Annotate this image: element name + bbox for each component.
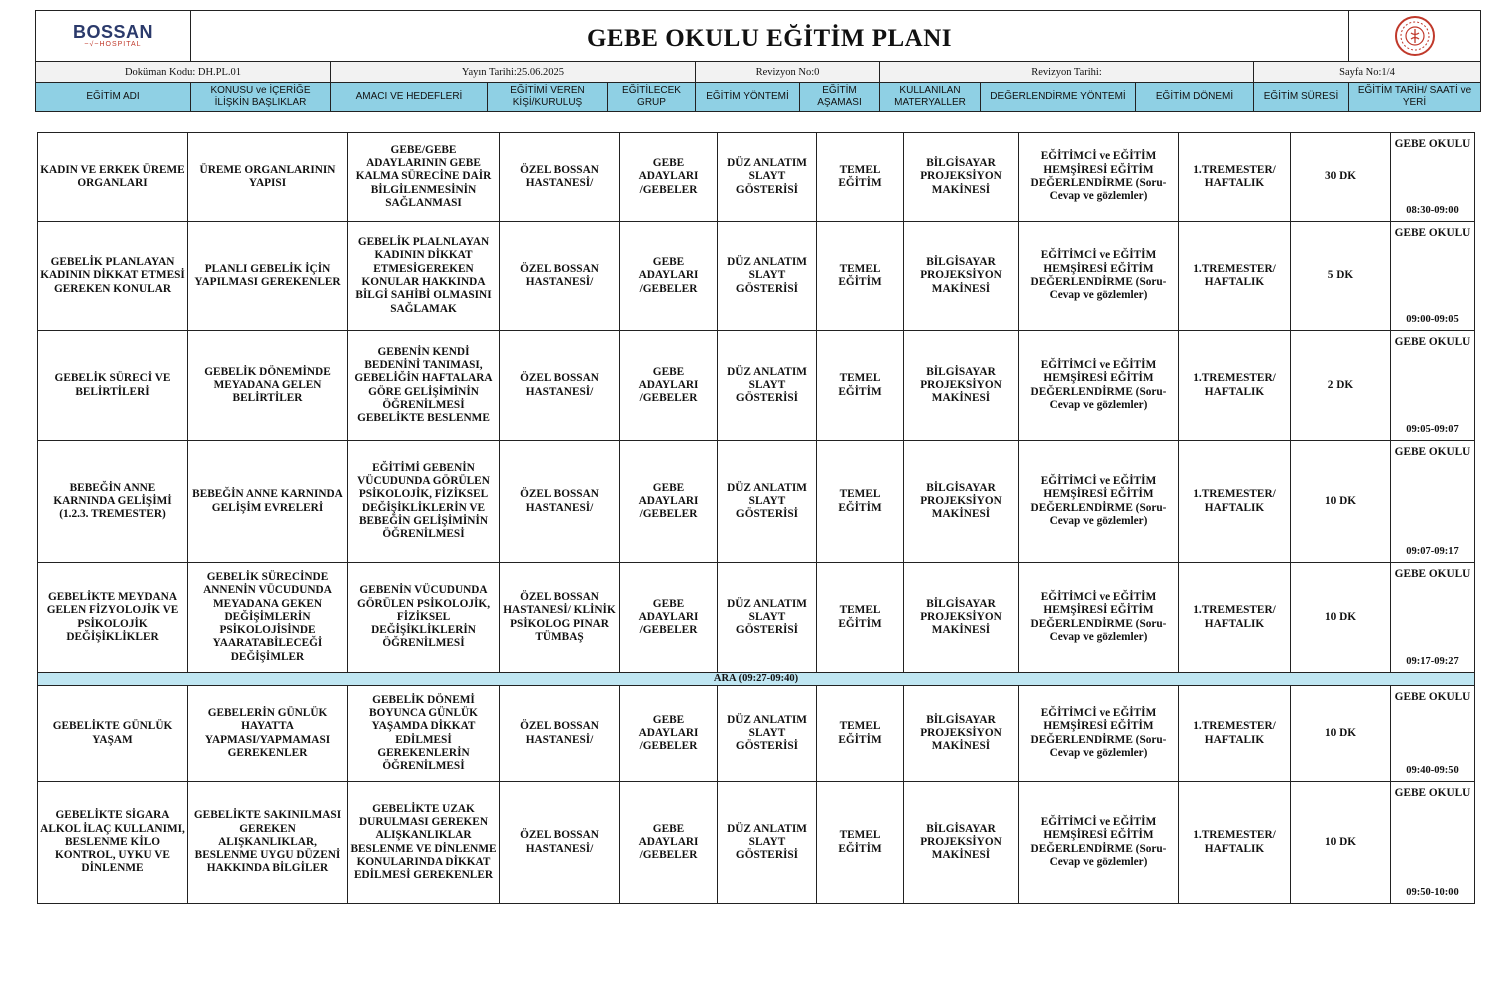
training-goal: GEBENİN VÜCUDUNDA GÖRÜLEN PSİKOLOJİK, FİZİKSEL DEĞİŞİKLİKLERİN ÖĞRENİLMESİ	[348, 563, 500, 673]
evaluation-method: EĞİTİMCİ ve EĞİTİM HEMŞİRESİ EĞİTİM DEĞERLENDİRME (Soru-Cevap ve gözlemler)	[1019, 133, 1179, 222]
date-time-place	[1391, 133, 1475, 222]
training-name: BEBEĞİN ANNE KARNINDA GELİŞİMİ (1.2.3. TREMESTER)	[38, 441, 188, 563]
trainer: ÖZEL BOSSAN HASTANESİ/	[500, 222, 620, 331]
training-time: 09:00-09:05	[1406, 313, 1459, 325]
training-place: GEBE OKULU	[1394, 227, 1471, 239]
evaluation-method: EĞİTİMCİ ve EĞİTİM HEMŞİRESİ EĞİTİM DEĞERLENDİRME (Soru-Cevap ve gözlemler)	[1019, 331, 1179, 441]
training-topic: GEBELERİN GÜNLÜK HAYATTA YAPMASI/YAPMAMASI GEREKENLER	[188, 686, 348, 782]
revision-no: Revizyon No:0	[696, 62, 880, 83]
training-place: GEBE OKULU	[1394, 138, 1471, 150]
training-topic: BEBEĞİN ANNE KARNINDA GELİŞİM EVRELERİ	[188, 441, 348, 563]
training-period: 1.TREMESTER/ HAFTALIK	[1179, 686, 1291, 782]
table-row	[38, 782, 1475, 904]
training-method: DÜZ ANLATIM SLAYT GÖSTERİSİ	[718, 441, 817, 563]
training-topic: GEBELİKTE SAKINILMASI GEREKEN ALIŞKANLIKLAR, BESLENME UYGU DÜZENİ HAKKINDA BİLGİLER	[188, 782, 348, 904]
training-method: DÜZ ANLATIM SLAYT GÖSTERİSİ	[718, 563, 817, 673]
training-topic: ÜREME ORGANLARININ YAPISI	[188, 133, 348, 222]
training-time: 09:17-09:27	[1406, 655, 1459, 667]
date-time-place	[1391, 222, 1475, 331]
training-goal: GEBE/GEBE ADAYLARININ GEBE KALMA SÜRECİNE DAİR BİLGİLENMESİNİN SAĞLANMASI	[348, 133, 500, 222]
target-group: GEBE ADAYLARI /GEBELER	[620, 686, 718, 782]
logo-cell	[36, 11, 191, 62]
training-topic: GEBELİK SÜRECİNDE ANNENİN VÜCUDUNDA MEYADANA GEKEN DEĞİŞİMLERİN PSİKOLOJİSİNDE YAARATABİLECEĞİ DEĞİŞİMLER	[188, 563, 348, 673]
table-row	[38, 331, 1475, 441]
logo-subtitle: ~√~HOSPITAL	[84, 41, 142, 48]
page-title: GEBE OKULU EĞİTİM PLANI	[191, 11, 1349, 62]
target-group: GEBE ADAYLARI /GEBELER	[620, 441, 718, 563]
training-name: GEBELİK PLANLAYAN KADININ DİKKAT ETMESİ GEREKEN KONULAR	[38, 222, 188, 331]
materials: BİLGİSAYAR PROJEKSİYON MAKİNESİ	[904, 441, 1019, 563]
materials: BİLGİSAYAR PROJEKSİYON MAKİNESİ	[904, 563, 1019, 673]
column-header: EĞİTİM AŞAMASI	[800, 83, 880, 112]
training-place: GEBE OKULU	[1394, 691, 1471, 703]
document-header	[35, 10, 1481, 112]
training-time: 09:07-09:17	[1406, 545, 1459, 557]
training-stage: TEMEL EĞİTİM	[817, 782, 904, 904]
training-duration: 10 DK	[1291, 782, 1391, 904]
column-header: DEĞERLENDİRME YÖNTEMİ	[981, 83, 1136, 112]
training-duration: 10 DK	[1291, 441, 1391, 563]
materials: BİLGİSAYAR PROJEKSİYON MAKİNESİ	[904, 331, 1019, 441]
trainer: ÖZEL BOSSAN HASTANESİ/	[500, 331, 620, 441]
target-group: GEBE ADAYLARI /GEBELER	[620, 222, 718, 331]
training-goal: GEBELİK DÖNEMİ BOYUNCA GÜNLÜK YAŞAMDA DİKKAT EDİLMESİ GEREKENLERİN ÖĞRENİLMESİ	[348, 686, 500, 782]
training-stage: TEMEL EĞİTİM	[817, 222, 904, 331]
training-method: DÜZ ANLATIM SLAYT GÖSTERİSİ	[718, 331, 817, 441]
training-method: DÜZ ANLATIM SLAYT GÖSTERİSİ	[718, 782, 817, 904]
trainer: ÖZEL BOSSAN HASTANESİ/	[500, 133, 620, 222]
target-group: GEBE ADAYLARI /GEBELER	[620, 331, 718, 441]
publish-date: Yayın Tarihi:25.06.2025	[331, 62, 696, 83]
ministry-of-health-seal-icon	[1387, 15, 1443, 57]
training-time: 08:30-09:00	[1406, 204, 1459, 216]
materials: BİLGİSAYAR PROJEKSİYON MAKİNESİ	[904, 686, 1019, 782]
column-header: EĞİTİM ADI	[36, 83, 191, 112]
date-time-place	[1391, 563, 1475, 673]
training-goal: EĞİTİMİ GEBENİN VÜCUDUNDA GÖRÜLEN PSİKOLOJİK, FİZİKSEL DEĞİŞİKLİKLERİN VE BEBEĞİN GELİŞİMİNİN ÖĞRENİLMESİ	[348, 441, 500, 563]
training-duration: 10 DK	[1291, 686, 1391, 782]
training-stage: TEMEL EĞİTİM	[817, 133, 904, 222]
target-group: GEBE ADAYLARI /GEBELER	[620, 782, 718, 904]
column-header-row	[36, 83, 1481, 112]
table-row	[38, 133, 1475, 222]
table-row	[38, 222, 1475, 331]
date-time-place	[1391, 441, 1475, 563]
doc-code: Doküman Kodu: DH.PL.01	[36, 62, 331, 83]
column-header: EĞİTİLECEK GRUP	[608, 83, 696, 112]
materials: BİLGİSAYAR PROJEKSİYON MAKİNESİ	[904, 782, 1019, 904]
page-number: Sayfa No:1/4	[1254, 62, 1481, 83]
training-method: DÜZ ANLATIM SLAYT GÖSTERİSİ	[718, 686, 817, 782]
column-header: EĞİTİM TARİH/ SAATİ ve YERİ	[1349, 83, 1481, 112]
break-row	[38, 673, 1475, 686]
bossan-hospital-logo	[39, 23, 187, 49]
training-stage: TEMEL EĞİTİM	[817, 563, 904, 673]
training-duration: 10 DK	[1291, 563, 1391, 673]
column-header: EĞİTİM DÖNEMİ	[1136, 83, 1254, 112]
evaluation-method: EĞİTİMCİ ve EĞİTİM HEMŞİRESİ EĞİTİM DEĞERLENDİRME (Soru-Cevap ve gözlemler)	[1019, 441, 1179, 563]
training-place: GEBE OKULU	[1394, 787, 1471, 799]
training-duration: 30 DK	[1291, 133, 1391, 222]
evaluation-method: EĞİTİMCİ ve EĞİTİM HEMŞİRESİ EĞİTİM DEĞERLENDİRME (Soru-Cevap ve gözlemler)	[1019, 686, 1179, 782]
date-time-place	[1391, 686, 1475, 782]
training-period: 1.TREMESTER/ HAFTALIK	[1179, 331, 1291, 441]
revision-date: Revizyon Tarihi:	[880, 62, 1254, 83]
training-topic: GEBELİK DÖNEMİNDE MEYADANA GELEN BELİRTİLER	[188, 331, 348, 441]
training-place: GEBE OKULU	[1394, 568, 1471, 580]
training-period: 1.TREMESTER/ HAFTALIK	[1179, 563, 1291, 673]
trainer: ÖZEL BOSSAN HASTANESİ/ KLİNİK PSİKOLOG PINAR TÜMBAŞ	[500, 563, 620, 673]
training-time: 09:50-10:00	[1406, 886, 1459, 898]
target-group: GEBE ADAYLARI /GEBELER	[620, 563, 718, 673]
training-goal: GEBELİKTE UZAK DURULMASI GEREKEN ALIŞKANLIKLAR BESLENME VE DİNLENME KONULARINDA DİKKAT EDİLMESİ GEREKENLER	[348, 782, 500, 904]
column-header: EĞİTİM YÖNTEMİ	[696, 83, 800, 112]
training-plan-table	[37, 132, 1475, 904]
column-header: AMACI VE HEDEFLERİ	[331, 83, 488, 112]
date-time-place	[1391, 331, 1475, 441]
training-goal: GEBENİN KENDİ BEDENİNİ TANIMASI, GEBELİĞİN HAFTALARA GÖRE GELİŞİMİNİN ÖĞRENİLMESİ GEBELİKTE BESLENME	[348, 331, 500, 441]
training-time: 09:40-09:50	[1406, 764, 1459, 776]
training-stage: TEMEL EĞİTİM	[817, 686, 904, 782]
training-name: KADIN VE ERKEK ÜREME ORGANLARI	[38, 133, 188, 222]
date-time-place	[1391, 782, 1475, 904]
materials: BİLGİSAYAR PROJEKSİYON MAKİNESİ	[904, 222, 1019, 331]
training-period: 1.TREMESTER/ HAFTALIK	[1179, 782, 1291, 904]
training-method: DÜZ ANLATIM SLAYT GÖSTERİSİ	[718, 222, 817, 331]
training-method: DÜZ ANLATIM SLAYT GÖSTERİSİ	[718, 133, 817, 222]
training-topic: PLANLI GEBELİK İÇİN YAPILMASI GEREKENLER	[188, 222, 348, 331]
evaluation-method: EĞİTİMCİ ve EĞİTİM HEMŞİRESİ EĞİTİM DEĞERLENDİRME (Soru-Cevap ve gözlemler)	[1019, 222, 1179, 331]
training-place: GEBE OKULU	[1394, 336, 1471, 348]
training-name: GEBELİK SÜRECİ VE BELİRTİLERİ	[38, 331, 188, 441]
training-name: GEBELİKTE GÜNLÜK YAŞAM	[38, 686, 188, 782]
table-row	[38, 441, 1475, 563]
training-name: GEBELİKTE SİGARA ALKOL İLAÇ KULLANIMI, BESLENME KİLO KONTROL, UYKU VE DİNLENME	[38, 782, 188, 904]
column-header: EĞİTİM SÜRESİ	[1254, 83, 1349, 112]
training-name: GEBELİKTE MEYDANA GELEN FİZYOLOJİK VE PSİKOLOJİK DEĞİŞİKLİKLER	[38, 563, 188, 673]
training-duration: 2 DK	[1291, 331, 1391, 441]
break-label: ARA (09:27-09:40)	[38, 673, 1475, 686]
materials: BİLGİSAYAR PROJEKSİYON MAKİNESİ	[904, 133, 1019, 222]
table-row	[38, 686, 1475, 782]
trainer: ÖZEL BOSSAN HASTANESİ/	[500, 686, 620, 782]
target-group: GEBE ADAYLARI /GEBELER	[620, 133, 718, 222]
training-stage: TEMEL EĞİTİM	[817, 331, 904, 441]
training-time: 09:05-09:07	[1406, 423, 1459, 435]
trainer: ÖZEL BOSSAN HASTANESİ/	[500, 782, 620, 904]
table-row	[38, 563, 1475, 673]
column-header: EĞİTİMİ VEREN KİŞİ/KURULUŞ	[488, 83, 608, 112]
training-period: 1.TREMESTER/ HAFTALIK	[1179, 222, 1291, 331]
training-period: 1.TREMESTER/ HAFTALIK	[1179, 441, 1291, 563]
training-duration: 5 DK	[1291, 222, 1391, 331]
column-header: KONUSU ve İÇERİĞE İLİŞKİN BAŞLIKLAR	[191, 83, 331, 112]
training-place: GEBE OKULU	[1394, 446, 1471, 458]
training-period: 1.TREMESTER/ HAFTALIK	[1179, 133, 1291, 222]
trainer: ÖZEL BOSSAN HASTANESİ/	[500, 441, 620, 563]
evaluation-method: EĞİTİMCİ ve EĞİTİM HEMŞİRESİ EĞİTİM DEĞERLENDİRME (Soru-Cevap ve gözlemler)	[1019, 563, 1179, 673]
logo-brand: BOSSAN	[72, 22, 153, 42]
seal-cell	[1349, 11, 1481, 62]
evaluation-method: EĞİTİMCİ ve EĞİTİM HEMŞİRESİ EĞİTİM DEĞERLENDİRME (Soru-Cevap ve gözlemler)	[1019, 782, 1179, 904]
column-header: KULLANILAN MATERYALLER	[880, 83, 981, 112]
training-goal: GEBELİK PLALNLAYAN KADININ DİKKAT ETMESİGEREKEN KONULAR HAKKINDA BİLGİ SAHİBİ OLMASINI SAĞLAMAK	[348, 222, 500, 331]
training-stage: TEMEL EĞİTİM	[817, 441, 904, 563]
